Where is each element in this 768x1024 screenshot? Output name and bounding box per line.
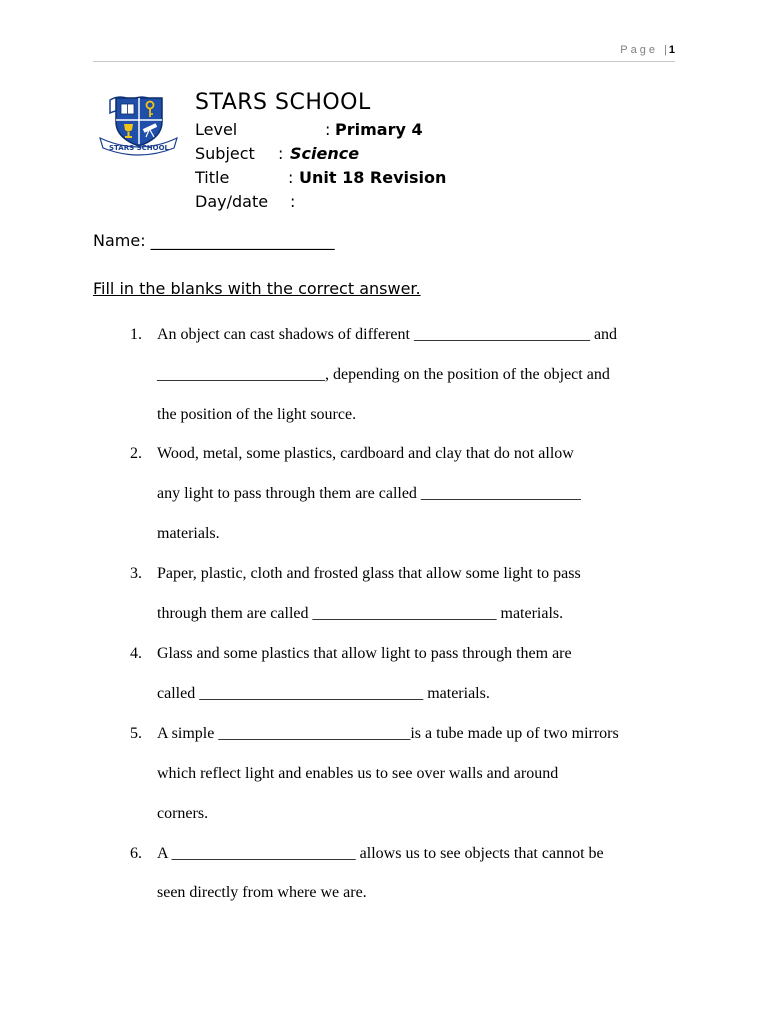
page-header — [93, 44, 675, 62]
level-row — [195, 120, 423, 139]
school-name: STARS SCHOOL — [195, 90, 371, 115]
question-number: 4. — [130, 645, 142, 662]
title-colon: : — [288, 168, 294, 187]
question-line: materials. — [157, 525, 220, 542]
question-line: Glass and some plastics that allow light to pass through them are — [157, 645, 572, 662]
question-number: 5. — [130, 725, 142, 742]
date-row — [195, 192, 296, 211]
date-colon: : — [290, 192, 296, 211]
page-word: Page — [620, 44, 658, 56]
question-number: 6. — [130, 845, 142, 862]
question-line: Paper, plastic, cloth and frosted glass that allow some light to pass — [157, 565, 581, 582]
question-line: A _______________________ allows us to see objects that cannot be — [157, 845, 604, 862]
page-number: 1 — [668, 44, 675, 56]
question-number: 3. — [130, 565, 142, 582]
question-line: which reflect light and enables us to see over walls and around — [157, 765, 559, 782]
subject-label: Subject — [195, 144, 255, 163]
page-separator: | — [664, 44, 667, 56]
title-label: Title — [195, 168, 230, 187]
question-line: _____________________, depending on the position of the object and — [157, 366, 610, 383]
svg-text:STARS SCHOOL: STARS SCHOOL — [109, 144, 169, 152]
level-label: Level — [195, 120, 238, 139]
question-line: through them are called _______________________ materials. — [157, 605, 564, 622]
school-logo — [94, 80, 183, 158]
title-value: Unit 18 Revision — [299, 168, 447, 187]
question-line: the position of the light source. — [157, 406, 357, 423]
level-value: Primary 4 — [335, 120, 423, 139]
subject-colon: : — [278, 144, 284, 163]
date-label: Day/date — [195, 192, 269, 211]
subject-value: Science — [290, 144, 360, 163]
question-line: Wood, metal, some plastics, cardboard and clay that do not allow — [157, 445, 574, 462]
question-number: 2. — [130, 445, 142, 462]
subject-row — [195, 144, 360, 163]
question-line: An object can cast shadows of different ______________________ and — [157, 326, 618, 343]
question-number: 1. — [130, 326, 142, 343]
question-line: any light to pass through them are called ____________________ — [157, 485, 581, 502]
instruction-text: Fill in the blanks with the correct answer. — [93, 279, 421, 298]
question-line: A simple ________________________is a tube made up of two mirrors — [157, 725, 619, 742]
question-line: called ____________________________ materials. — [157, 685, 490, 702]
level-colon: : — [325, 120, 331, 139]
student-name-field: Name: _______________________ — [93, 231, 335, 250]
question-line: seen directly from where we are. — [157, 884, 367, 901]
question-line: corners. — [157, 805, 209, 822]
title-row — [195, 168, 447, 187]
page-number-label — [620, 44, 675, 56]
